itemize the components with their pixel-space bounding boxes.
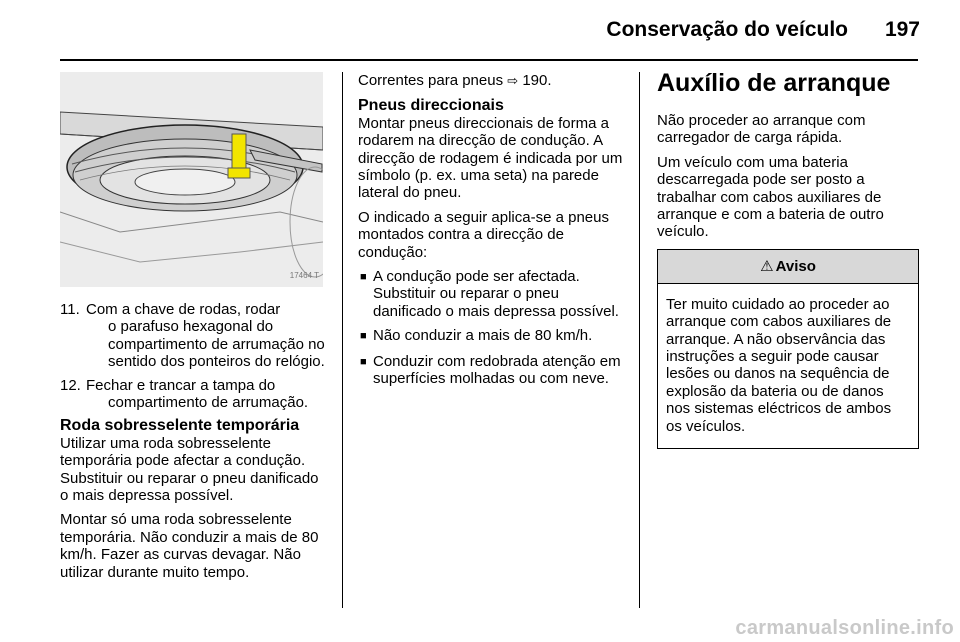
page-number: 197 — [884, 18, 920, 41]
paragraph: Utilizar uma roda sobresselente temporária pode afectar a condução. Substituir ou reparar o pneu danificado o mais depressa possível. — [60, 434, 319, 505]
numbered-steps — [60, 301, 325, 411]
running-header-title: Conservação do veículo — [606, 18, 848, 41]
bullet-square-icon: ■ — [360, 355, 367, 368]
step-item — [60, 301, 325, 371]
column-2 — [358, 72, 623, 395]
paragraph: Montar pneus direccionais de forma a rodarem na direcção de condução. A direcção de rodagem é indicada por um símbolo (p. ex. uma seta) na parede lateral do pneu. — [358, 114, 623, 202]
step-text-first-line: Fechar e trancar a tampa do — [86, 376, 276, 394]
paragraph: Não proceder ao arranque com carregador de carga rápida. — [657, 112, 866, 147]
warning-box — [657, 249, 919, 449]
list-item — [358, 268, 623, 320]
warning-text: Ter muito cuidado ao proceder ao arranque com cabos auxiliares de arranque. A não observância das instruções a seguir pode causar lesões ou danos na sequência de explosão da bateria ou de danos nos sistemas eléctricos de ambos os veículos. — [666, 295, 892, 435]
spare-wheel-illustration — [60, 72, 323, 287]
section-heading: Pneus direccionais — [358, 97, 504, 115]
step-text-first-line: Com a chave de rodas, rodar — [86, 301, 281, 318]
figure-code: 17464 T — [289, 270, 319, 280]
column-divider-1 — [342, 72, 343, 608]
column-3 — [657, 69, 919, 449]
watermark-brand: carmanualsonline.info — [735, 617, 954, 639]
list-item-text: A condução pode ser afectada. Substituir ou reparar o pneu danificado o mais depressa possível. — [373, 268, 619, 320]
header-rule — [60, 59, 918, 61]
step-number: 12. — [60, 376, 81, 394]
list-item — [358, 327, 623, 345]
step-text-continuation: compartimento de arrumação. — [108, 394, 309, 412]
paragraph: Montar só uma roda sobresselente temporária. Não conduzir a mais de 80 km/h. Fazer as curvas devagar. Não utilizar durante muito tempo. — [60, 511, 319, 581]
warning-triangle-icon: ⚠ — [760, 257, 774, 275]
section-heading: Roda sobresselente temporária — [60, 417, 300, 435]
bullet-list — [358, 268, 623, 387]
list-item — [358, 353, 623, 388]
bullet-square-icon: ■ — [360, 271, 367, 284]
column-divider-2 — [639, 72, 640, 608]
chapter-heading: Auxílio de arranque — [657, 69, 891, 97]
cross-reference-page[interactable]: 190. — [522, 72, 552, 89]
step-item — [60, 377, 325, 412]
paragraph: O indicado a seguir aplica-se a pneus montados contra a direcção de condução: — [358, 208, 609, 261]
cross-reference — [358, 72, 623, 89]
warning-title: Aviso — [775, 257, 816, 275]
warning-header — [658, 250, 918, 284]
column-1 — [60, 72, 325, 588]
step-number: 11. — [60, 301, 80, 318]
list-item-text: Conduzir com redobrada atenção em superfícies molhadas ou com neve. — [373, 352, 621, 388]
list-item-text: Não conduzir a mais de 80 km/h. — [373, 327, 593, 345]
bullet-square-icon: ■ — [360, 330, 367, 343]
page-reference-arrow-icon: ⇨ — [507, 73, 519, 88]
step-text-continuation: o parafuso hexagonal do compartimento de arrumação no sentido dos ponteiros do relógio. — [108, 318, 325, 371]
cross-reference-text: Correntes para pneus — [358, 72, 504, 89]
paragraph: Um veículo com uma bateria descarregada pode ser posto a trabalhar com cabos auxiliares de arranque e com a bateria de outro veículo. — [657, 153, 884, 241]
